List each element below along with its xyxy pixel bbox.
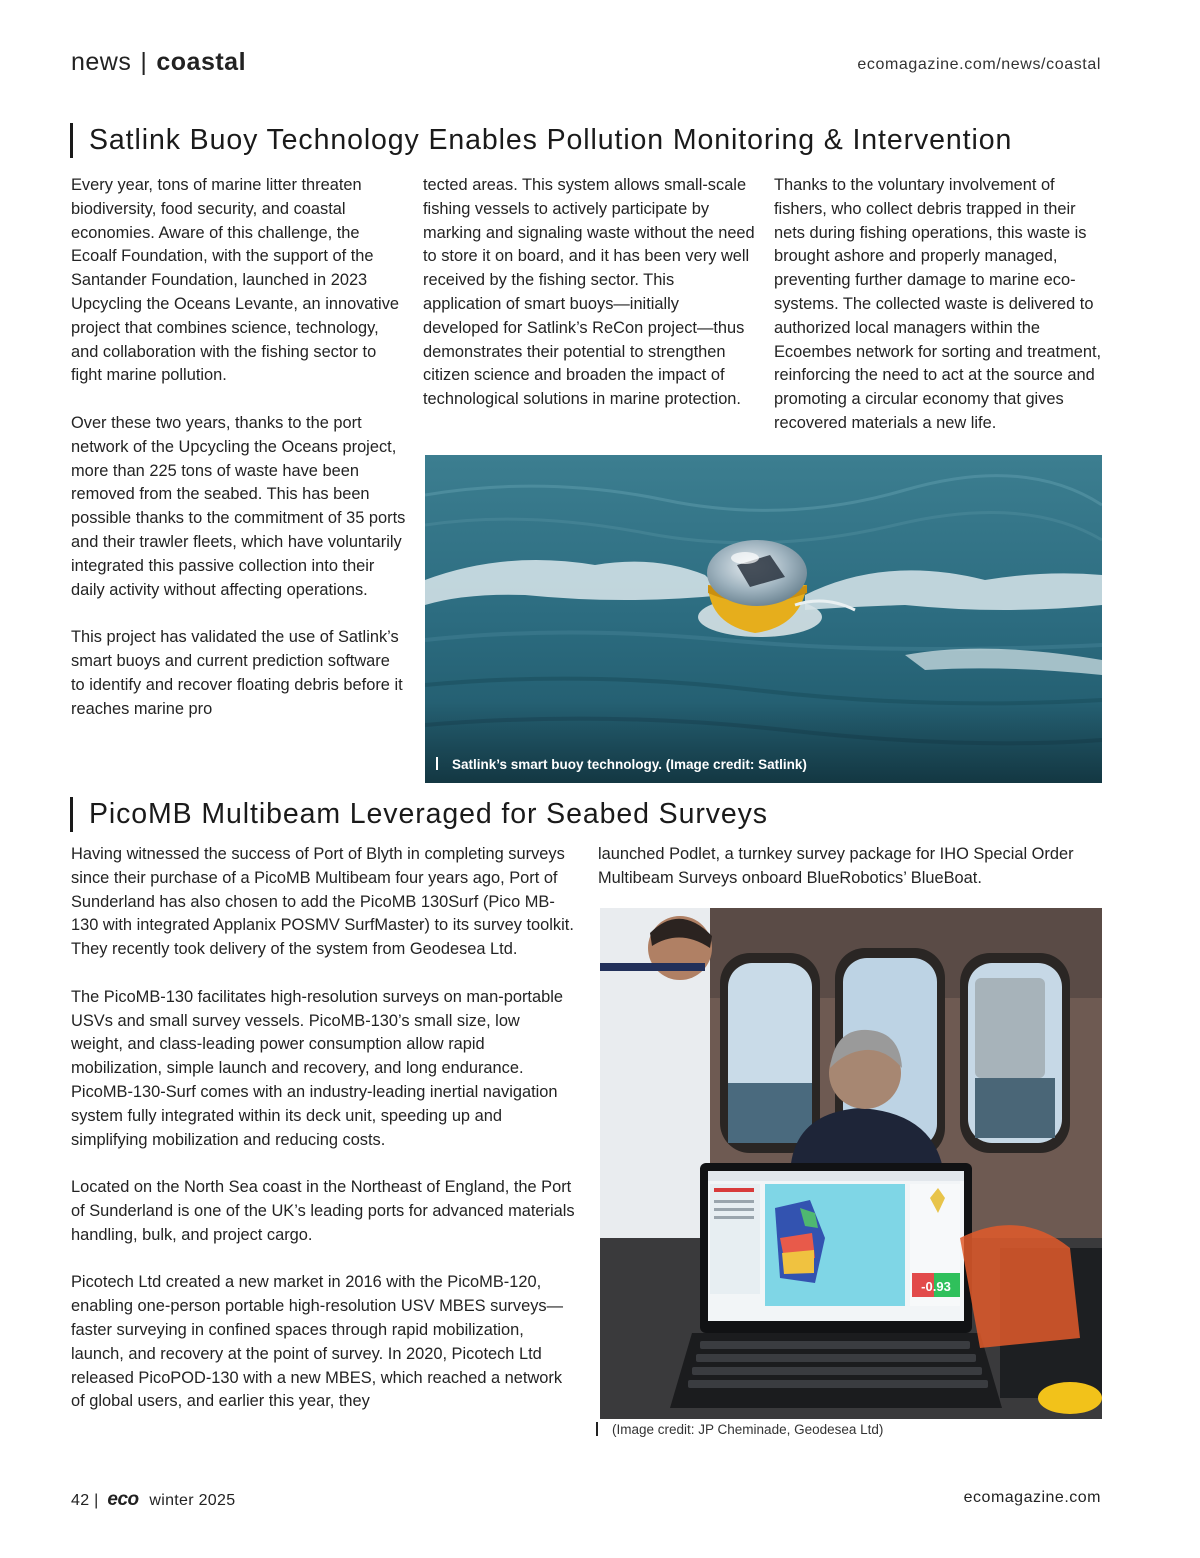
paragraph: tected areas. This system allows small-scale fishing vessels to actively participate by marking and signaling waste without the need to store it on board, and it has been very well received by the fishing sector. This application of smart buoys—initially developed for Satlink’s ReCon project—thus demonstrates their potential to strengthen citizen science and broaden the impact of technological solutions in marine protection. [423,176,755,409]
eco-logo: eco [107,1489,139,1510]
article-column-1 [71,174,406,721]
page-footer-left [71,1489,235,1511]
paragraph: Every year, tons of marine litter threaten biodiversity, food security, and coastal economies. Aware of this challenge, the Ecoalf Foundation, with the support of the Santander Foundation, launched in 2023 Upcycling the Oceans Levante, an innovative project that combines science, technology, and collaboration with the fishing sector to fight marine pollution. [71,176,400,385]
paragraph: Located on the North Sea coast in the Northeast of England, the Port of Sunderland is one of the UK’s leading ports for advanced materials handling, bulk, and project cargo. [71,1178,575,1244]
section-label: news [71,48,132,76]
caption-text: Satlink’s smart buoy technology. (Image credit: Satlink) [452,757,807,772]
survey-photo [600,908,1102,1419]
paragraph: Over these two years, thanks to the port network of the Upcycling the Oceans project, more than 225 tons of waste have been removed from the seabed. This has been possible thanks to the commitment of 35 ports and their trawler fleets, which have voluntarily integrated this passive collection into their daily activity without affecting operations. [71,413,406,599]
article-column-2 [423,174,755,412]
survey-photo-caption [596,1422,883,1437]
page-number: 42 [71,1492,90,1509]
caption-bar [436,757,438,770]
survey-photo-illustration [600,908,1102,1419]
buoy-photo-illustration [425,455,1102,783]
paragraph: launched Podlet, a turnkey survey package for IHO Special Order Multibeam Surveys onboard BlueRobotics’ BlueBoat. [598,845,1074,887]
screen-readout: -0.93 [921,1279,951,1294]
header-url: ecomagazine.com/news/coastal [857,56,1101,73]
article-title: Satlink Buoy Technology Enables Pollution Monitoring & Intervention [89,124,1013,156]
title-accent-bar [70,797,73,832]
article-column-1 [71,843,576,1414]
issue-label: winter 2025 [149,1492,236,1509]
buoy-photo [425,455,1102,783]
paragraph: The PicoMB-130 facilitates high-resolution surveys on man-portable USVs and small survey vessels. PicoMB-130’s small size, low weight, and class-leading power consumption allow rapid mobilization, simple launch and recovery, and long endurance. PicoMB-130-Surf comes with an industry-leading inertial navigation system fully integrated within its deck unit, speeding up and simplifying mobilization and reducing costs. [71,987,563,1149]
caption-text: (Image credit: JP Cheminade, Geodesea Ltd) [612,1422,884,1437]
article-title: PicoMB Multibeam Leveraged for Seabed Surveys [89,798,768,830]
footer-site: ecomagazine.com [963,1489,1101,1506]
subsection-label: coastal [156,48,247,76]
paragraph: Picotech Ltd created a new market in 2016 with the PicoMB-120, enabling one-person portable high-resolution USV MBES surveys—faster surveying in confined spaces through rapid mobilization, launch, and recovery at the point of survey. In 2020, Picotech Ltd released PicoPOD-130 with a new MBES, which reached a network of global users, and earlier this year, they [71,1273,563,1411]
caption-bar [596,1422,598,1436]
paragraph: This project has validated the use of Satlink’s smart buoys and current prediction software to identify and recover floating debris before it reaches marine pro [71,628,403,718]
article-column-3 [774,174,1106,436]
title-accent-bar [70,123,73,158]
footer-divider: | [94,1492,99,1509]
paragraph: Having witnessed the success of Port of Blyth in completing surveys since their purchase of a PicoMB Multibeam four years ago, Port of Sunderland has also chosen to add the PicoMB 130Surf (Pico MB-130 with integrated Applanix POSMV SurfMaster) to its survey toolkit. They recently took delivery of the system from Geodesea Ltd. [71,845,574,959]
running-header [71,48,246,77]
paragraph: Thanks to the voluntary involvement of fishers, who collect debris trapped in their nets during fishing operations, this waste is brought ashore and properly managed, preventing further damage to marine ecosystems. The collected waste is delivered to authorized local managers within the Ecoembes network for sorting and treatment, reinforcing the need to act at the source and promoting a circular economy that gives recovered materials a new life. [774,176,1102,432]
buoy-photo-caption [436,757,807,772]
header-divider: | [140,48,148,76]
article-column-2 [598,843,1106,891]
